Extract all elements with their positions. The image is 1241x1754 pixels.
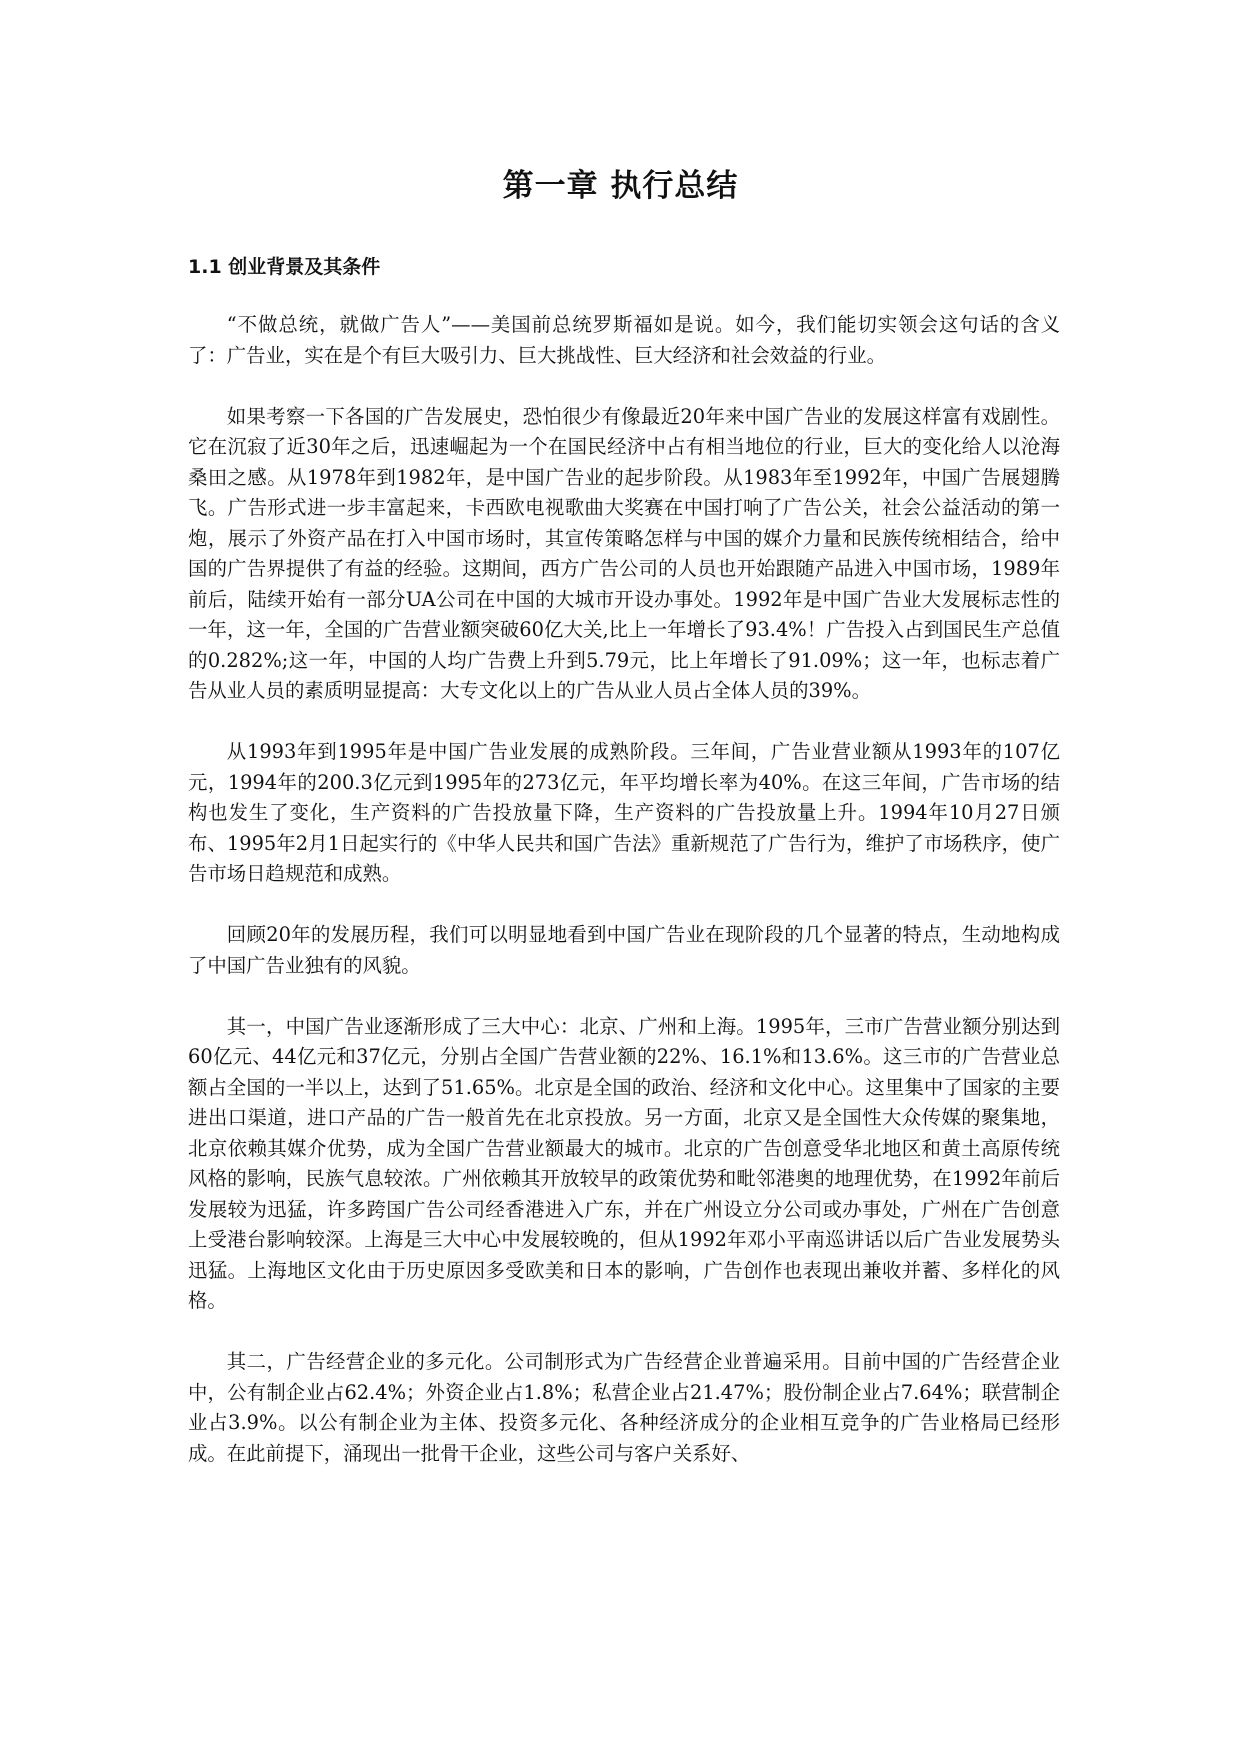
paragraph-three-centers: 其一，中国广告业逐渐形成了三大中心：北京、广州和上海。1995年，三市广告营业额分别达到60亿元、44亿元和37亿元，分别占全国广告营业额的22%、16.1%和13.6%。这三市的广告营业总额占全国的一半以上，达到了51.65%。北京是全国的政治、经济和文化中心。这里集中了国家的主要进出口渠道，进口产品的广告一般首先在北京投放。另一方面，北京又是全国性大众传媒的聚集地，北京依赖其媒介优势，成为全国广告营业额最大的城市。北京的广告创意受华北地区和黄土高原传统风格的影响，民族气息较浓。广州依赖其开放较早的政策优势和毗邻港奥的地理优势，在1992年前后发展较为迅猛，许多跨国广告公司经香港进入广东，并在广州设立分公司或办事处，广州在广告创意上受港台影响较深。上海是三大中心中发展较晚的，但从1992年邓小平南巡讲话以后广告业发展势头迅猛。上海地区文化由于历史原因多受欧美和日本的影响，广告创作也表现出兼收并蓄、多样化的风格。 xyxy=(188,1014,1060,1312)
paragraph-maturity: 从1993年到1995年是中国广告业发展的成熟阶段。三年间，广告业营业额从1993年的107亿元，1994年的200.3亿元到1995年的273亿元，年平均增长率为40%。在这三年间，广告市场的结构也发生了变化，生产资料的广告投放量下降，生产资料的广告投放量上升。1994年10月27日颁布、1995年2月1日起实行的《中华人民共和国广告法》重新规范了广告行为，维护了市场秩序，使广告市场日趋规范和成熟。 xyxy=(188,740,1060,885)
paragraph-quote: “不做总统，就做广告人”——美国前总统罗斯福如是说。如今，我们能切实领会这句话的含义了：广告业，实在是个有巨大吸引力、巨大挑战性、巨大经济和社会效益的行业。 xyxy=(188,313,1060,367)
paragraph-review: 回顾20年的发展历程，我们可以明显地看到中国广告业在现阶段的几个显著的特点，生动地构成了中国广告业独有的风貌。 xyxy=(188,923,1060,977)
chapter-title: 第一章 执行总结 xyxy=(502,168,739,204)
section-heading: 1.1 创业背景及其条件 xyxy=(188,256,381,278)
paragraph-diversification: 其二，广告经营企业的多元化。公司制形式为广告经营企业普遍采用。目前中国的广告经营企业中，公有制企业占62.4%；外资企业占1.8%；私营企业占21.47%；股份制企业占7.64%；联营制企业占3.9%。以公有制企业为主体、投资多元化、各种经济成分的企业相互竞争的广告业格局已经形成。在此前提下，涌现出一批骨干企业，这些公司与客户关系好、 xyxy=(188,1350,1060,1465)
paragraph-history: 如果考察一下各国的广告发展史，恐怕很少有像最近20年来中国广告业的发展这样富有戏剧性。它在沉寂了近30年之后，迅速崛起为一个在国民经济中占有相当地位的行业，巨大的变化给人以沧海桑田之感。从1978年到1982年，是中国广告业的起步阶段。从1983年至1992年，中国广告展翅腾飞。广告形式进一步丰富起来，卡西欧电视歌曲大奖赛在中国打响了广告公关，社会公益活动的第一炮，展示了外资产品在打入中国市场时，其宣传策略怎样与中国的媒介力量和民族传统相结合，给中国的广告界提供了有益的经验。这期间，西方广告公司的人员也开始跟随产品进入中国市场，1989年前后，陆续开始有一部分UA公司在中国的大城市开设办事处。1992年是中国广告业大发展标志性的一年，这一年，全国的广告营业额突破60亿大关,比上一年增长了93.4%！广告投入占到国民生产总值的0.282%;这一年，中国的人均广告费上升到5.79元，比上年增长了91.09%；这一年，也标志着广告从业人员的素质明显提高：大专文化以上的广告从业人员占全体人员的39%。 xyxy=(188,404,1060,702)
body-text xyxy=(188,310,1060,1500)
